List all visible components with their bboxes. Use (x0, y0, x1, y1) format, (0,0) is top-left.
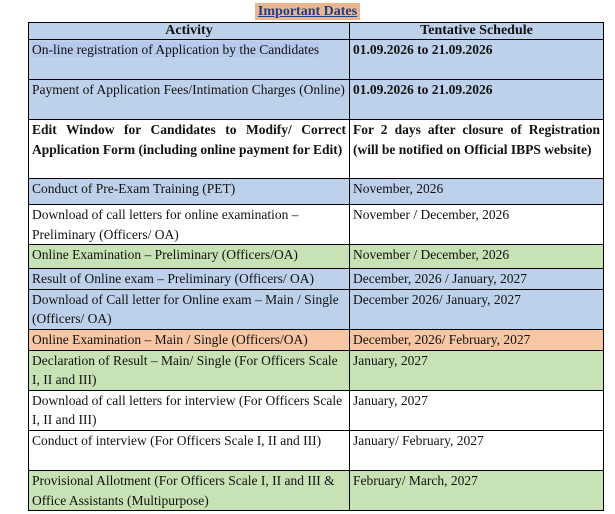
table-row (29, 430, 604, 470)
schedule-cell: January, 2027 (350, 350, 604, 390)
activity-cell: Download of call letters for interview (For Officers Scale I, II and III) (29, 390, 350, 430)
activity-cell: Online Examination – Main / Single (Officers/OA) (29, 329, 350, 350)
activity-cell (29, 40, 350, 80)
schedule-cell: November / December, 2026 (350, 245, 604, 269)
table-row (29, 40, 604, 80)
important-dates-table (28, 22, 604, 511)
table-row (29, 390, 604, 430)
table-row (29, 120, 604, 179)
schedule-cell: January/ February, 2027 (350, 430, 604, 470)
activity-cell: Edit Window for Candidates to Modify/ Correct Application Form (including online payment for Edit) (29, 120, 350, 179)
activity-cell: Payment of Application Fees/Intimation Charges (Online) (29, 80, 350, 120)
column-header-schedule: Tentative Schedule (350, 23, 604, 40)
table-row (29, 329, 604, 350)
schedule-cell: November / December, 2026 (350, 205, 604, 245)
table-row (29, 179, 604, 205)
activity-text: On-line registration of Application by the Candidates (32, 42, 320, 57)
schedule-cell: December 2026/ January, 2027 (350, 289, 604, 329)
table-row (29, 245, 604, 269)
schedule-cell: 01.09.2026 to 21.09.2026 (350, 40, 604, 80)
activity-cell: Online Examination – Preliminary (Officers/OA) (29, 245, 350, 269)
activity-cell: Provisional Allotment (For Officers Scale I, II and III & Office Assistants (Multipurpose) (29, 470, 350, 510)
activity-cell: Conduct of interview (For Officers Scale I, II and III) (29, 430, 350, 470)
schedule-cell: 01.09.2026 to 21.09.2026 (350, 80, 604, 120)
page-title: Important Dates (255, 3, 360, 20)
schedule-cell: November, 2026 (350, 179, 604, 205)
table-row (29, 205, 604, 245)
schedule-cell: December, 2026 / January, 2027 (350, 269, 604, 290)
schedule-cell: February/ March, 2027 (350, 470, 604, 510)
table-row (29, 269, 604, 290)
activity-cell: Download of call letters for online examination – Preliminary (Officers/ OA) (29, 205, 350, 245)
schedule-cell: December, 2026/ February, 2027 (350, 329, 604, 350)
table-row (29, 470, 604, 510)
schedule-cell: For 2 days after closure of Registration (will be notified on Official IBPS website) (350, 120, 604, 179)
activity-cell: Result of Online exam – Preliminary (Officers/ OA) (29, 269, 350, 290)
table-header-row (29, 23, 604, 40)
column-header-activity: Activity (29, 23, 350, 40)
activity-cell: Download of Call letter for Online exam – Main / Single (Officers/ OA) (29, 289, 350, 329)
schedule-cell: January, 2027 (350, 390, 604, 430)
table-row (29, 289, 604, 329)
table-row (29, 350, 604, 390)
table-row (29, 80, 604, 120)
activity-cell: Conduct of Pre-Exam Training (PET) (29, 179, 350, 205)
activity-cell: Declaration of Result – Main/ Single (For Officers Scale I, II and III) (29, 350, 350, 390)
